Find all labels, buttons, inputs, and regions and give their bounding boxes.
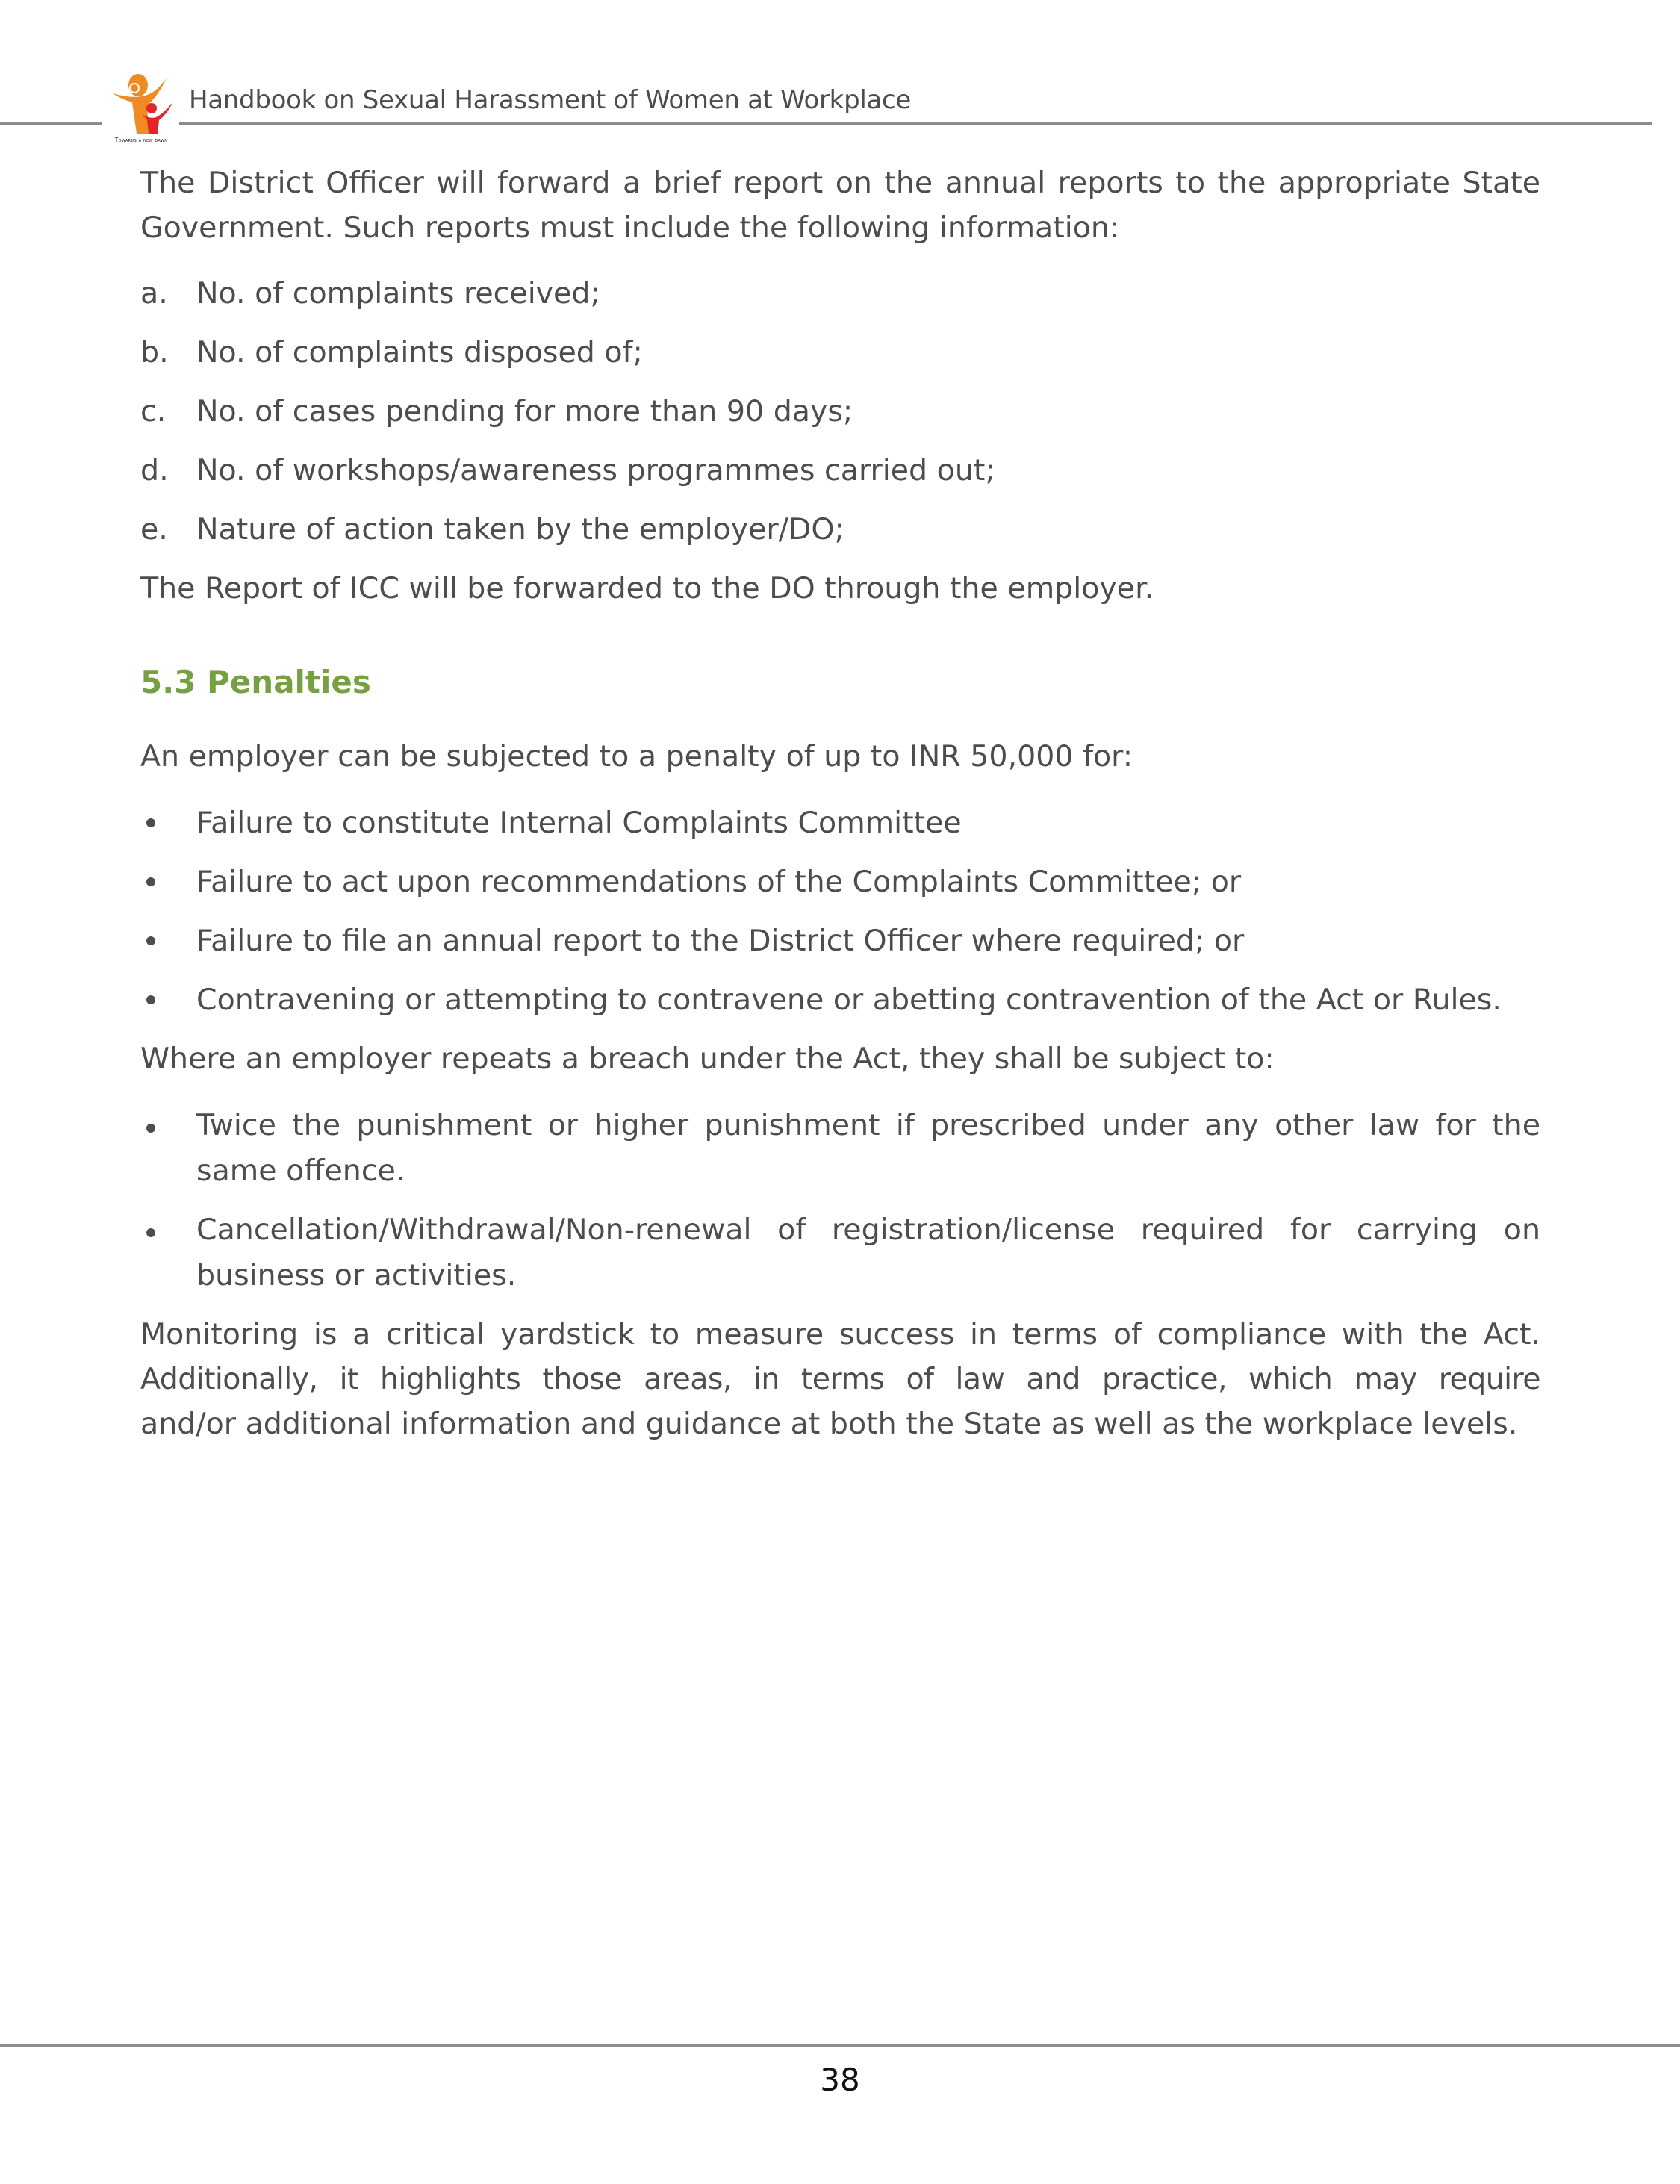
bullet-icon: [146, 877, 155, 886]
list-item-text: Failure to constitute Internal Complaints Committee: [196, 806, 962, 840]
section-heading: 5.3 Penalties: [140, 664, 371, 700]
bullet-icon: [146, 1228, 155, 1237]
list-item-text: No. of workshops/awareness programmes carried out;: [196, 453, 995, 488]
list-item-text: Nature of action taken by the employer/DO;: [196, 512, 844, 547]
penalty-intro: An employer can be subjected to a penalty of up to INR 50,000 for:: [140, 739, 1133, 774]
header-rule-left: [0, 122, 102, 125]
list-item: [140, 1211, 1540, 1302]
footer-rule: [0, 2044, 1680, 2047]
list-item-text: Failure to act upon recommendations of the Complaints Committee; or: [196, 865, 1242, 899]
list-item-text: No. of complaints received;: [196, 276, 600, 311]
list-item-label: e.: [140, 512, 168, 547]
list-item-label: c.: [140, 394, 167, 429]
closing-paragraph-line: Monitoring is a critical yardstick to measure success in terms of compliance with the Act.: [140, 1317, 1540, 1351]
list-item: [140, 1107, 1540, 1198]
page-content: [140, 0, 1540, 2016]
closing-paragraph-line: Additionally, it highlights those areas, in terms of law and practice, which may require: [140, 1362, 1540, 1396]
list-item-text: No. of cases pending for more than 90 days;: [196, 394, 853, 429]
bullet-icon: [146, 1124, 155, 1133]
icc-note: The Report of ICC will be forwarded to the DO through the employer.: [140, 571, 1154, 606]
bullet-icon: [146, 818, 155, 827]
list-item-label: d.: [140, 453, 169, 488]
list-item-text: Cancellation/Withdrawal/Non-renewal of registration/license required for carrying on business or activities.: [196, 1213, 1540, 1292]
list-item-text: Failure to file an annual report to the District Officer where required; or: [196, 924, 1245, 958]
list-item-label: a.: [140, 276, 168, 311]
logo-tagline: Towards a new dawn: [114, 137, 168, 143]
intro-paragraph-line: Government. Such reports must include the following information:: [140, 211, 1120, 245]
list-item-label: b.: [140, 335, 169, 370]
repeat-breach-intro: Where an employer repeats a breach under the Act, they shall be subject to:: [140, 1042, 1275, 1076]
intro-paragraph-line: The District Officer will forward a brief report on the annual reports to the appropriate State: [140, 166, 1540, 200]
header-title: Handbook on Sexual Harassment of Women at Workplace: [189, 85, 912, 115]
page-number: 38: [820, 2062, 860, 2098]
list-item-text: No. of complaints disposed of;: [196, 335, 643, 370]
closing-paragraph-line: and/or additional information and guidance at both the State as well as the workplace levels.: [140, 1407, 1518, 1441]
list-item-text: Contravening or attempting to contravene or abetting contravention of the Act or Rules.: [196, 983, 1502, 1017]
bullet-icon: [146, 936, 155, 945]
bullet-icon: [146, 995, 155, 1004]
list-item-text: Twice the punishment or higher punishment if prescribed under any other law for the same offence.: [196, 1108, 1540, 1188]
